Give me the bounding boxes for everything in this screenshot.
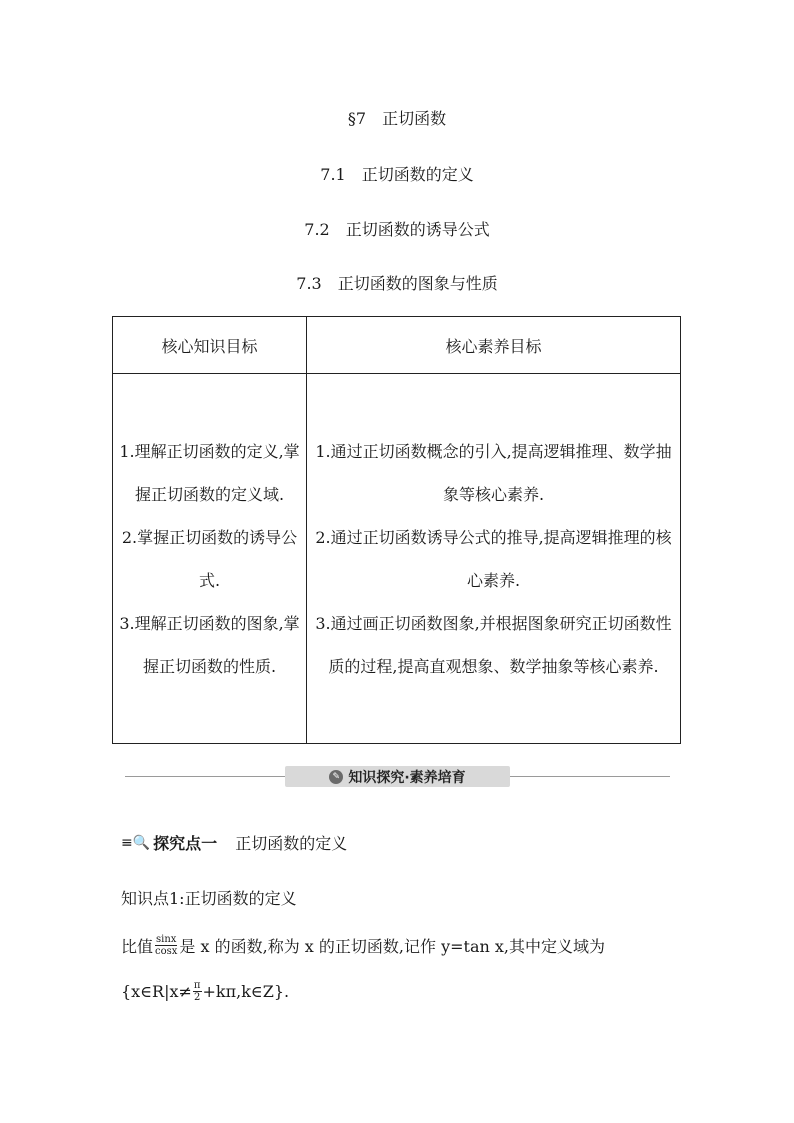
probe-label: 探究点一 [153,834,218,853]
probe-title: 正切函数的定义 [235,834,348,853]
definition-text-ratio: 比值 [121,937,154,956]
subsection-title-7-1: 7.1 正切函数的定义 [320,165,474,184]
subsection-title-7-3: 7.3 正切函数的图象与性质 [296,274,498,293]
domain-text-start: {x∈R|x≠ [121,982,192,1001]
definition-line-2 [121,980,289,1003]
pi-over-two-fraction [193,980,202,1003]
domain-text-end: +kπ,k∈Z}. [202,982,290,1001]
banner-pill [285,766,510,787]
knowledge-goal-2: 2.掌握正切函数的诱导公式. [121,527,298,590]
sin-over-cos-fraction [154,934,178,957]
section-banner [125,764,670,788]
definition-line-1 [121,934,605,957]
literacy-goals-header: 核心素养目标 [307,317,681,374]
subsection-title-7-2: 7.2 正切函数的诱导公式 [304,220,490,239]
literacy-goal-2: 2.通过正切函数诱导公式的推导,提高逻辑推理的核心素养. [315,527,672,590]
banner-rule-right [510,776,670,777]
definition-text-main: 是 x 的函数,称为 x 的正切函数,记作 y=tan x,其中定义域为 [179,937,605,956]
knowledge-goals-cell [113,374,307,744]
probe-heading [121,831,347,854]
banner-text: 知识探究·素养培育 [348,769,466,786]
knowledge-goals-header: 核心知识目标 [113,317,307,374]
fraction-numerator: sinx [156,934,177,945]
literacy-goal-1: 1.通过正切函数概念的引入,提高逻辑推理、数学抽象等核心素养. [315,441,672,504]
knowledge-goal-1: 1.理解正切函数的定义,掌握正切函数的定义域. [119,441,300,504]
banner-rule-left [125,776,285,777]
literacy-goal-3: 3.通过画正切函数图象,并根据图象研究正切函数性质的过程,提高直观想象、数学抽象等核心素养. [315,613,672,676]
pi-numerator: π [193,980,201,991]
pi-denominator: 2 [194,992,201,1003]
literacy-goals-cell [307,374,681,744]
goals-table [112,316,681,744]
knowledge-goal-3: 3.理解正切函数的图象,掌握正切函数的性质. [119,613,300,676]
magnifier-icon: ≡🔍 [121,834,151,851]
knowledge-point-title: 知识点1:正切函数的定义 [121,889,297,908]
section-title: §7 正切函数 [347,109,447,128]
fraction-denominator: cosx [155,946,178,957]
pencil-icon: ✎ [329,770,343,784]
